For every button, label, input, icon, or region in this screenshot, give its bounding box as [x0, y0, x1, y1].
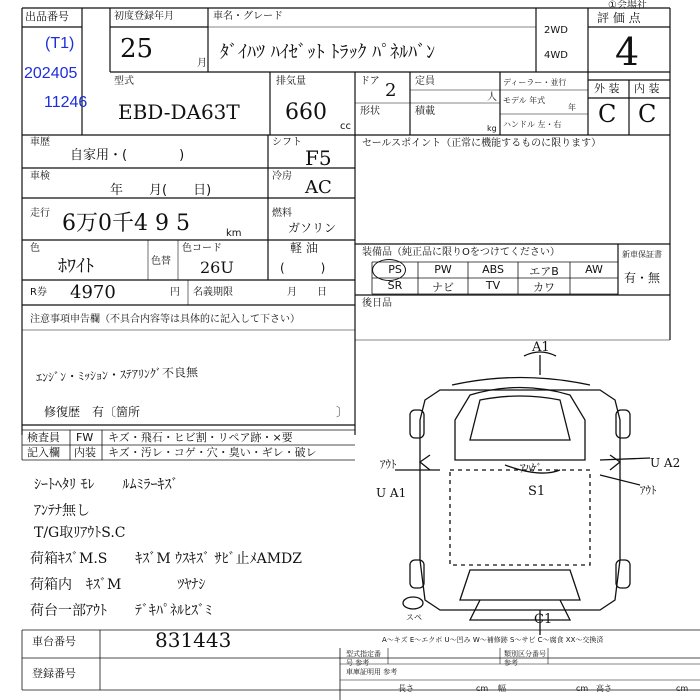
exterior-value: C [598, 100, 617, 128]
eval-label: 評 価 点 [597, 11, 641, 25]
equip-pw: PW [434, 263, 452, 276]
fw-label: FW [76, 431, 94, 444]
reg-number-label: 登録番号 [32, 667, 76, 680]
repair-label: 修復歴 有〔箇所 [44, 405, 141, 419]
shaken-value: 年 月( 日) [110, 183, 212, 198]
drive-4wd: 4WD [544, 50, 568, 61]
equip-leather: カワ [533, 281, 555, 294]
interior-value: C [638, 100, 657, 128]
fuel-paren: ( ) [280, 261, 326, 275]
equip-airbag: エアB [529, 265, 559, 278]
class-label: 類別区分番号 参考 [504, 650, 546, 667]
model-value: EBD-DA63T [118, 100, 240, 124]
lot-code: (T1) [45, 35, 75, 52]
recycle-unit: 円 [170, 287, 180, 298]
load-unit: kg [487, 124, 497, 133]
inspection-line: 荷台一部ｱｳﾄ ﾃﾞｷﾊﾟﾈﾙﾋｽﾞﾐ [30, 603, 212, 619]
dim-length: 長さ [398, 684, 414, 693]
name-change-value: 月 日 [287, 287, 327, 298]
model-label: 型式 [114, 76, 134, 87]
dealer-label: ディーラー・並行 [503, 78, 567, 87]
car-number-label: 車台番号 [32, 635, 76, 648]
interior-check-label: 内装 [74, 446, 96, 459]
month-suffix: 月 [197, 58, 207, 69]
lot-number: 11246 [44, 94, 88, 111]
fw-items: キズ・飛石・ヒビ割・リペア跡・×要 [108, 431, 293, 444]
aircon-label: 冷房 [272, 171, 292, 182]
inspection-line: T/G取ﾘｱｳﾄS.C [34, 525, 126, 541]
model-year-label: モデル 年式 [503, 96, 546, 105]
equip-sr: SR [387, 279, 403, 292]
shift-label: シフト [272, 137, 302, 148]
doors-label: ドア [360, 76, 380, 87]
equip-tv: TV [485, 279, 501, 292]
diagram-mark: スペ [406, 613, 422, 622]
dim-unit: cm [476, 684, 489, 693]
ps-circle-mark [372, 259, 406, 281]
venue-note: ①会場社 [608, 0, 647, 11]
diagram-mark: A1 [532, 340, 550, 355]
inspector-label: 検査員 [27, 431, 60, 444]
repair-close: 〕 [336, 405, 349, 419]
diagram-mark: C1 [534, 612, 553, 627]
color-code-label: 色コード [182, 243, 222, 254]
displacement-unit: cc [340, 121, 351, 132]
interior-label: 内 装 [634, 82, 660, 95]
load-label: 積載 [415, 106, 435, 117]
doors-value: 2 [385, 80, 397, 101]
color-value: ﾎﾜｲﾄ [58, 256, 94, 277]
mileage-value: 6万0千4 9 5 [62, 211, 190, 236]
lot-year: 202405 [24, 65, 78, 82]
eval-value: 4 [615, 30, 640, 74]
interior-items: キズ・汚レ・コゲ・穴・臭い・ギレ・破レ [108, 446, 317, 459]
shift-value: F5 [305, 146, 332, 170]
lot-label: 出品番号 [25, 10, 69, 23]
first-reg-value: 25 [120, 34, 154, 64]
warranty-value: 有・無 [624, 271, 661, 285]
equip-aw: AW [585, 263, 603, 276]
fuel-label: 燃料 [272, 208, 292, 219]
carname-label: 車名・グレード [213, 11, 283, 22]
displacement-value: 660 [285, 100, 327, 125]
handle-label: ハンドル 左・右 [503, 120, 562, 129]
drive-2wd: 2WD [544, 25, 568, 36]
name-change-label: 名義期限 [193, 287, 233, 298]
declaration-label: 注意事項申告欄（不具合内容等は具体的に記入して下さい） [30, 314, 300, 325]
fill-label: 記入欄 [27, 446, 60, 459]
dim-unit: cm [676, 684, 689, 693]
type-spec-label: 型式指定番号 参考 [346, 650, 381, 667]
model-year-unit: 年 [568, 103, 576, 112]
color-change-label: 色替 [151, 256, 171, 267]
fuel-gasoline: ガソリン [288, 221, 337, 235]
shaken-label: 車検 [30, 171, 50, 182]
vehicle-diagram [395, 352, 650, 635]
selling-points-label: セールスポイント（正常に機能するものに限ります） [362, 138, 602, 149]
mileage-unit: km [226, 228, 242, 239]
diagram-mark: ｱｳﾄ [380, 458, 397, 471]
recycle-value: 4970 [70, 282, 116, 303]
carname-value: ﾀﾞｲﾊﾂ ﾊｲｾﾞｯﾄ ﾄﾗｯｸ ﾊﾟﾈﾙﾊﾞﾝ [220, 42, 436, 63]
recycle-label: R券 [30, 287, 47, 298]
displacement-label: 排気量 [276, 76, 306, 87]
inspection-line: 荷箱内 ｷｽﾞM ﾂﾔﾅｼ [30, 577, 206, 593]
capacity-unit: 人 [487, 92, 497, 103]
car-number-value: 831443 [155, 628, 232, 652]
dim-height: 高さ [596, 684, 612, 693]
color-code-value: 26U [200, 258, 234, 277]
inspection-line: ｼｰﾄﾍﾀﾘ ﾓﾚ ﾙﾑﾐﾗｰｷｽﾞ [34, 477, 179, 493]
equip-abs: ABS [482, 263, 504, 276]
later-label: 後日品 [362, 298, 392, 309]
diagram-mark: U A1 [376, 486, 407, 500]
cert-label: 車庫証明用 参考 [346, 668, 398, 676]
dim-width: 幅 [498, 684, 506, 693]
aircon-value: AC [305, 177, 332, 198]
first-reg-label: 初度登録年月 [114, 11, 174, 22]
warranty-label: 新車保証書 [622, 250, 662, 259]
inspection-line: ｱﾝﾃﾅ無し [34, 503, 90, 519]
diagram-mark: S1 [528, 484, 546, 499]
equip-navi: ナビ [432, 281, 454, 294]
mileage-label: 走行 [30, 208, 50, 219]
diagram-mark: ｱｳﾄ [640, 484, 657, 497]
shape-label: 形状 [360, 106, 380, 117]
fuel-diesel: 軽 油 [290, 241, 318, 255]
damage-legend: A～キズ E～エクボ U～凹み W～補修跡 S～サビ C～腐食 XX～交換済 [382, 636, 604, 644]
diagram-mark: U A2 [650, 456, 681, 470]
declaration-text: ｴﾝｼﾞﾝ・ﾐｯｼｮﾝ・ｽﾃｱﾘﾝｸﾞ不良無 [35, 365, 199, 385]
diagram-mark: ｱﾊｹﾞ [520, 462, 542, 475]
capacity-label: 定員 [415, 76, 435, 87]
equipment-title: 装備品（純正品に限りOをつけてください） [362, 247, 560, 258]
dim-unit: cm [576, 684, 589, 693]
inspection-line: 荷箱ｷｽﾞM.S ｷｽﾞM ｳｽｷｽﾞ ｻﾋﾞ止ﾒAMDZ [30, 551, 303, 567]
usage-value: 自家用・( ) [70, 148, 185, 163]
usage-label: 車歴 [30, 137, 50, 148]
equip-ps: PS [388, 263, 402, 276]
color-label: 色 [30, 243, 40, 254]
exterior-label: 外 装 [594, 82, 620, 95]
